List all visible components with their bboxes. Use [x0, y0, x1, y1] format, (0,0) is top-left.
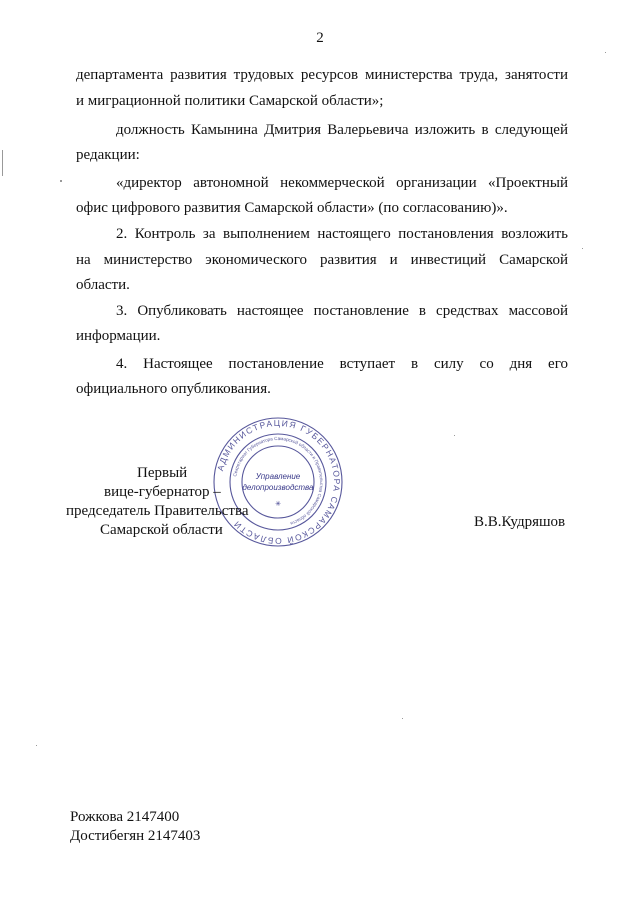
contact-line: Достибегян 2147403	[70, 828, 201, 844]
scan-mark	[2, 150, 3, 176]
signatory-title-line: вице-губернатор –	[104, 484, 221, 500]
scan-mark	[605, 52, 606, 53]
scan-mark	[454, 435, 455, 436]
svg-text:Секретариат Губернатора Самарс: Секретариат Губернатора Самарской области и Правительства Самарской области	[232, 435, 325, 527]
svg-text:✳: ✳	[275, 501, 281, 508]
body-line: официального опубликования.	[76, 381, 271, 397]
scan-mark	[60, 180, 62, 182]
signatory-title-line: председатель Правительства	[66, 503, 249, 519]
contact-line: Рожкова 2147400	[70, 809, 180, 825]
body-line: редакции:	[76, 147, 140, 163]
scan-mark	[36, 745, 37, 746]
body-line: должность Камынина Дмитрия Валерьевича изложить в следующей	[116, 122, 568, 138]
signatory-name: В.В.Кудряшов	[474, 514, 566, 530]
body-line: 4. Настоящее постановление вступает в силу со дня его	[116, 356, 568, 372]
body-line: 2. Контроль за выполнением настоящего постановления возложить	[116, 226, 568, 242]
svg-text:Управление: Управление	[255, 472, 301, 481]
signatory-title-line: Самарской области	[100, 522, 223, 538]
body-line: информации.	[76, 328, 161, 344]
body-line: 3. Опубликовать настоящее постановление в средствах массовой	[116, 303, 568, 319]
body-line: департамента развития трудовых ресурсов министерства труда, занятости	[76, 67, 568, 83]
body-line: на министерство экономического развития и инвестиций Самарской	[76, 252, 568, 268]
svg-text:АДМИНИСТРАЦИЯ ГУБЕРНАТОРА САМА: АДМИНИСТРАЦИЯ ГУБЕРНАТОРА САМАРСКОЙ ОБЛАСТИ	[215, 417, 343, 547]
contacts	[70, 808, 200, 846]
body-line: «директор автономной некоммерческой организации «Проектный	[116, 175, 568, 191]
signatory-title-line: Первый	[137, 465, 188, 481]
body-line: области.	[76, 277, 130, 293]
scan-mark	[582, 248, 583, 249]
body-line: и миграционной политики Самарской области»;	[76, 93, 384, 109]
body-line: офис цифрового развития Самарской области» (по согласованию)».	[76, 200, 508, 216]
official-stamp	[212, 416, 344, 548]
page-number: 2	[316, 30, 324, 46]
scan-mark	[402, 718, 403, 719]
svg-text:делопроизводства: делопроизводства	[242, 483, 314, 492]
